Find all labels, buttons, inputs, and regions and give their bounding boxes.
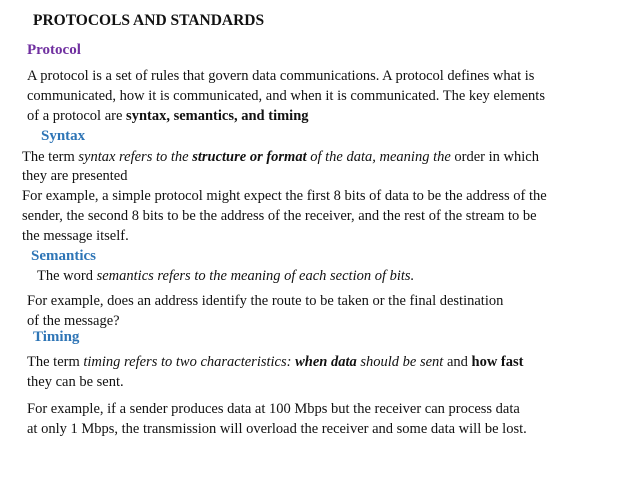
semantics-line-1-part-2: semantics refers to the meaning of each section of bits. (96, 268, 415, 284)
timing-heading: Timing (33, 329, 80, 345)
protocol-heading: Protocol (27, 42, 81, 58)
timing-example-line-2: at only 1 Mbps, the transmission will overload the receiver and some data will be lost. (27, 421, 527, 437)
timing-line-1-part-5: and (443, 354, 472, 370)
syntax-line-1 (22, 148, 539, 166)
protocol-key-elements: syntax, semantics, and timing (126, 108, 309, 124)
protocol-line-1: A protocol is a set of rules that govern data communications. A protocol defines what is (27, 68, 535, 84)
semantics-line-1 (37, 267, 414, 285)
timing-line-1-part-4: should be sent (356, 354, 444, 370)
timing-line-2: they can be sent. (27, 374, 124, 390)
timing-example-line-1: For example, if a sender produces data at 100 Mbps but the receiver can process data (27, 401, 520, 417)
syntax-line-1-part-5: order in which (450, 149, 539, 165)
syntax-line-1-part-2: syntax refers to the (78, 149, 193, 165)
syntax-line-2: they are presented (22, 168, 128, 184)
syntax-line-1-part-1: The term (22, 149, 79, 165)
semantics-example-line-2: of the message? (27, 313, 120, 329)
syntax-example-line-3: the message itself. (22, 228, 129, 244)
timing-line-1-part-3: when data (295, 354, 357, 370)
semantics-example-line-1: For example, does an address identify the route to be taken or the final destination (27, 293, 504, 309)
timing-line-1 (27, 353, 523, 371)
syntax-heading: Syntax (41, 128, 86, 144)
semantics-line-1-part-1: The word (37, 268, 97, 284)
protocol-line-3-text: of a protocol are (27, 108, 127, 124)
syntax-example-line-2: sender, the second 8 bits to be the address of the receiver, and the rest of the stream to be (22, 208, 537, 224)
slide-title: PROTOCOLS AND STANDARDS (33, 12, 265, 29)
protocol-line-2: communicated, how it is communicated, and when it is communicated. The key elements (27, 88, 545, 104)
syntax-line-1-part-3: structure or format (192, 149, 307, 165)
syntax-line-1-part-4: of the data, meaning the (306, 149, 451, 165)
timing-line-1-part-6: how fast (471, 354, 524, 370)
semantics-heading: Semantics (31, 248, 96, 264)
protocol-line-3 (27, 107, 309, 125)
syntax-example-line-1: For example, a simple protocol might expect the first 8 bits of data to be the address of the (22, 188, 547, 204)
timing-line-1-part-1: The term (27, 354, 84, 370)
timing-line-1-part-2: timing refers to two characteristics: (83, 354, 296, 370)
